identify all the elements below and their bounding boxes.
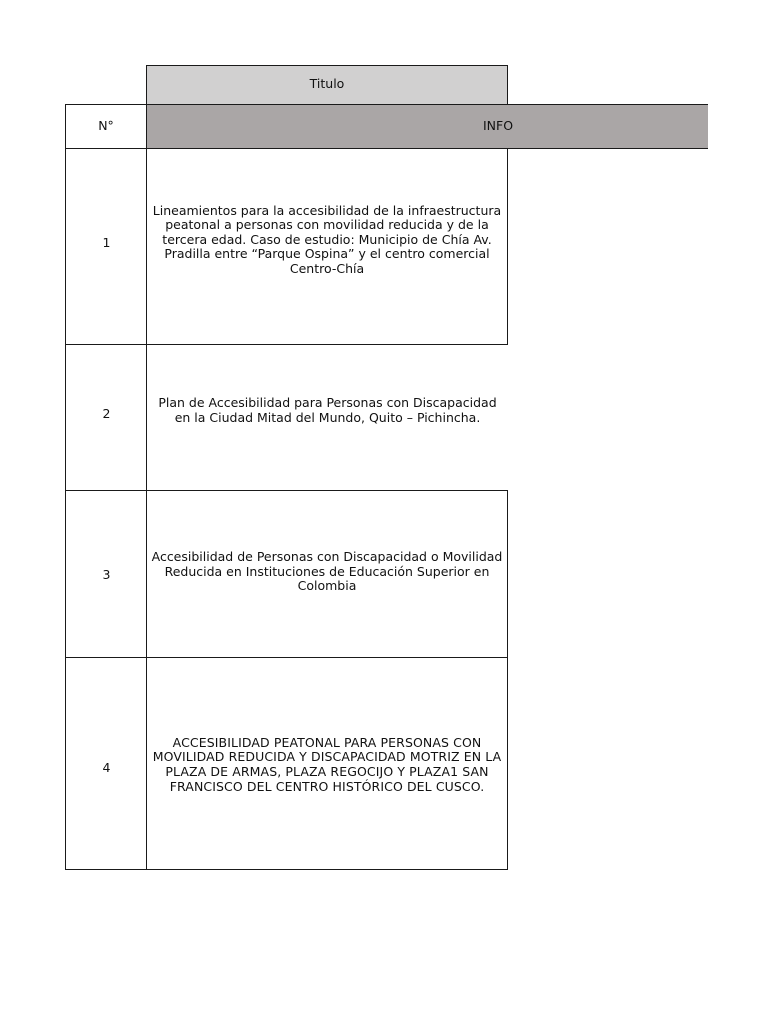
info-header-label: INFO [483,118,514,133]
row-1-number-cell[interactable] [65,148,147,345]
row-title: ACCESIBILIDAD PEATONAL PARA PERSONAS CON MOVILIDAD REDUCIDA Y DISCAPACIDAD MOTRIZ EN LA PLAZA DE ARMAS, PLAZA REGOCIJO Y PLAZA1 SAN FRANCISCO DEL CENTRO HISTÓRICO DEL CUSCO. [152,734,502,794]
row-title: Lineamientos para la accesibilidad de la infraestructura peatonal a personas con movilidad reducida y de la tercera edad. Caso de estudio: Municipio de Chía Av. Pradilla entre “Parque Ospina” y el centro comercial Centro-Chía [152,202,502,276]
row-4-number-cell[interactable] [65,657,147,870]
number-column-header[interactable] [65,104,147,149]
row-2-number-cell[interactable] [65,344,147,491]
row-title: Plan de Accesibilidad para Personas con Discapacidad en la Ciudad Mitad del Mundo, Quito – Pichincha. [158,394,497,425]
row-number: 1 [102,234,111,250]
row-3-title-cell[interactable] [146,490,508,658]
info-column-header[interactable] [146,104,708,149]
row-number: 3 [102,566,111,582]
row-number: 4 [102,759,111,775]
row-2-title-cell[interactable] [146,344,508,491]
row-4-title-cell[interactable] [146,657,508,870]
row-3-number-cell[interactable] [65,490,147,658]
titulo-column-header[interactable] [146,65,508,104]
titulo-header-label: Titulo [309,75,345,91]
row-title: Accesibilidad de Personas con Discapacidad o Movilidad Reducida en Instituciones de Educación Superior en Colombia [151,549,503,594]
number-header-label: N° [98,118,114,134]
row-1-title-cell[interactable] [146,148,508,345]
row-number: 2 [102,406,111,422]
